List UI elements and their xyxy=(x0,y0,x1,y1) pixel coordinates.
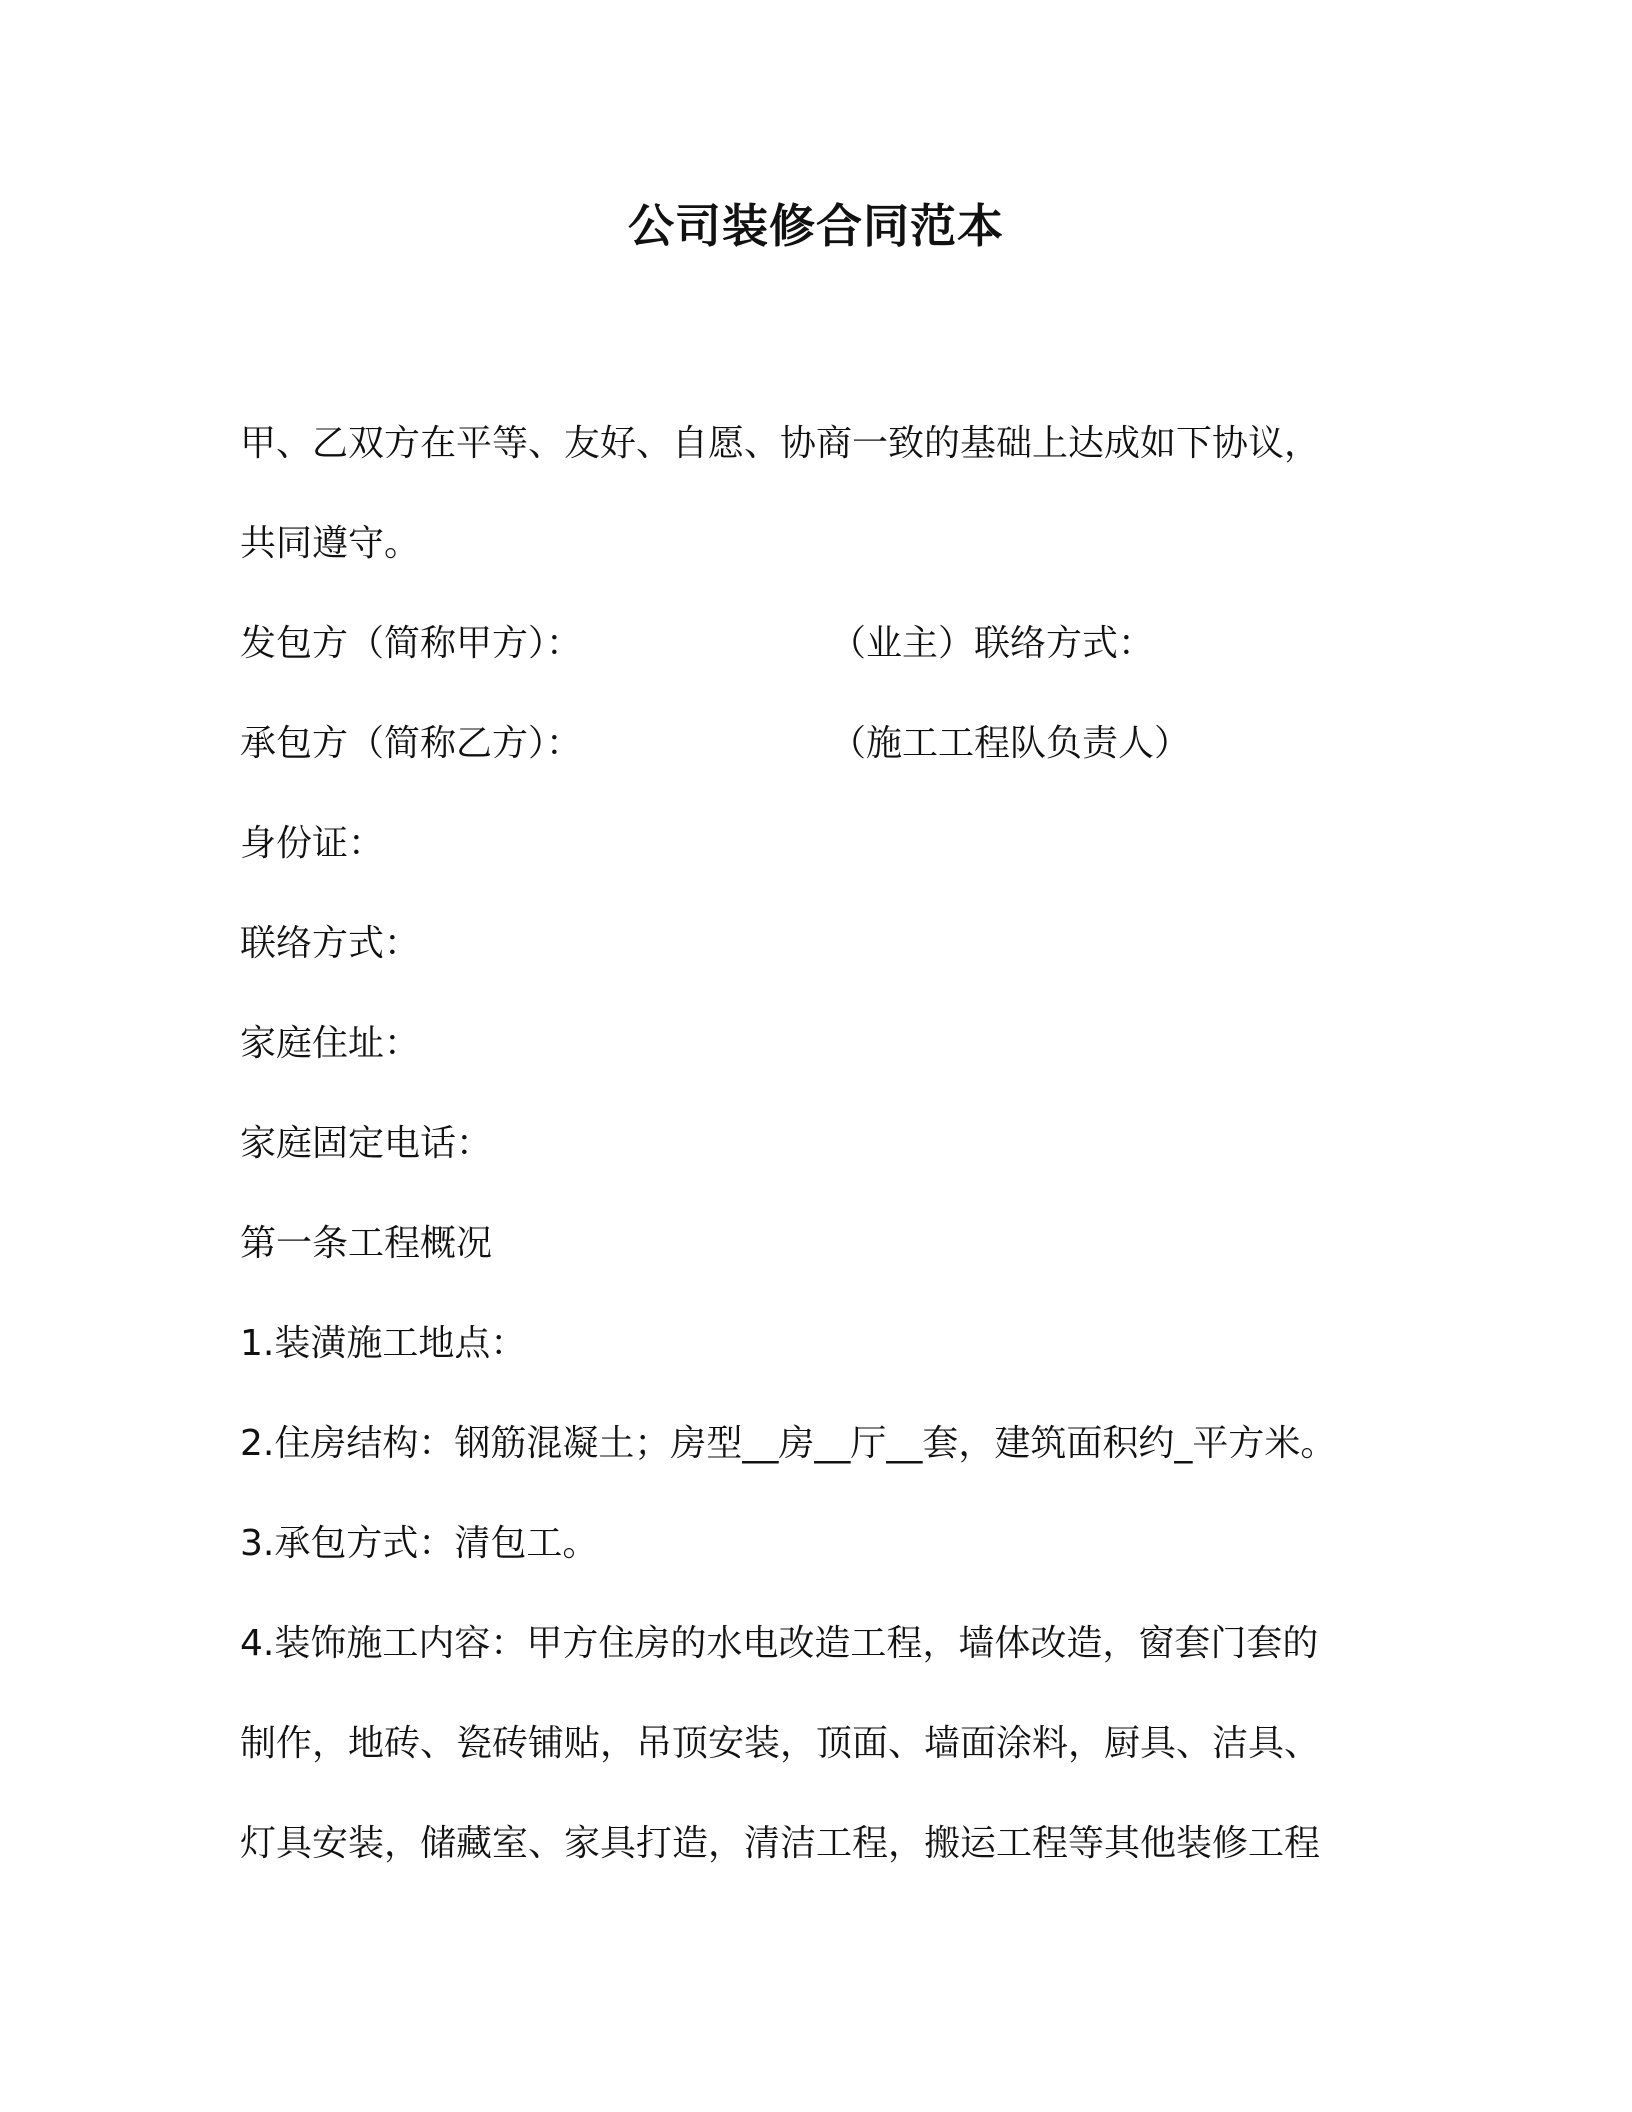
home-phone-label: 家庭固定电话： xyxy=(240,1123,493,1164)
intro-line-2: 共同遵守。 xyxy=(240,523,421,564)
article-1-heading: 第一条工程概况 xyxy=(240,1223,493,1264)
item-4-line-3: 灯具安装，储藏室、家具打造，清洁工程，搬运工程等其他装修工程 xyxy=(240,1823,1321,1864)
contact-label: 联络方式： xyxy=(240,923,421,964)
item-3: 3.承包方式：清包工。 xyxy=(240,1523,599,1564)
party-a-label: 发包方（简称甲方）： xyxy=(240,623,583,664)
document-title: 公司装修合同范本 xyxy=(628,199,1004,253)
party-a-contact-label: （业主）联络方式： xyxy=(830,623,1155,664)
item-2: 2.住房结构：钢筋混凝土；房型__房__厅__套，建筑面积约_平方米。 xyxy=(240,1423,1337,1464)
intro-line-1: 甲、乙双方在平等、友好、自愿、协商一致的基础上达成如下协议， xyxy=(240,423,1321,464)
id-card-label: 身份证： xyxy=(240,823,385,864)
item-4-line-1: 4.装饰施工内容：甲方住房的水电改造工程，墙体改造，窗套门套的 xyxy=(240,1623,1319,1664)
home-address-label: 家庭住址： xyxy=(240,1023,421,1064)
party-b-label: 承包方（简称乙方）： xyxy=(240,723,583,764)
party-b-role: （施工工程队负责人） xyxy=(830,723,1191,764)
item-1: 1.装潢施工地点： xyxy=(240,1323,527,1364)
item-4-line-2: 制作，地砖、瓷砖铺贴，吊顶安装，顶面、墙面涂料，厨具、洁具、 xyxy=(240,1723,1321,1764)
